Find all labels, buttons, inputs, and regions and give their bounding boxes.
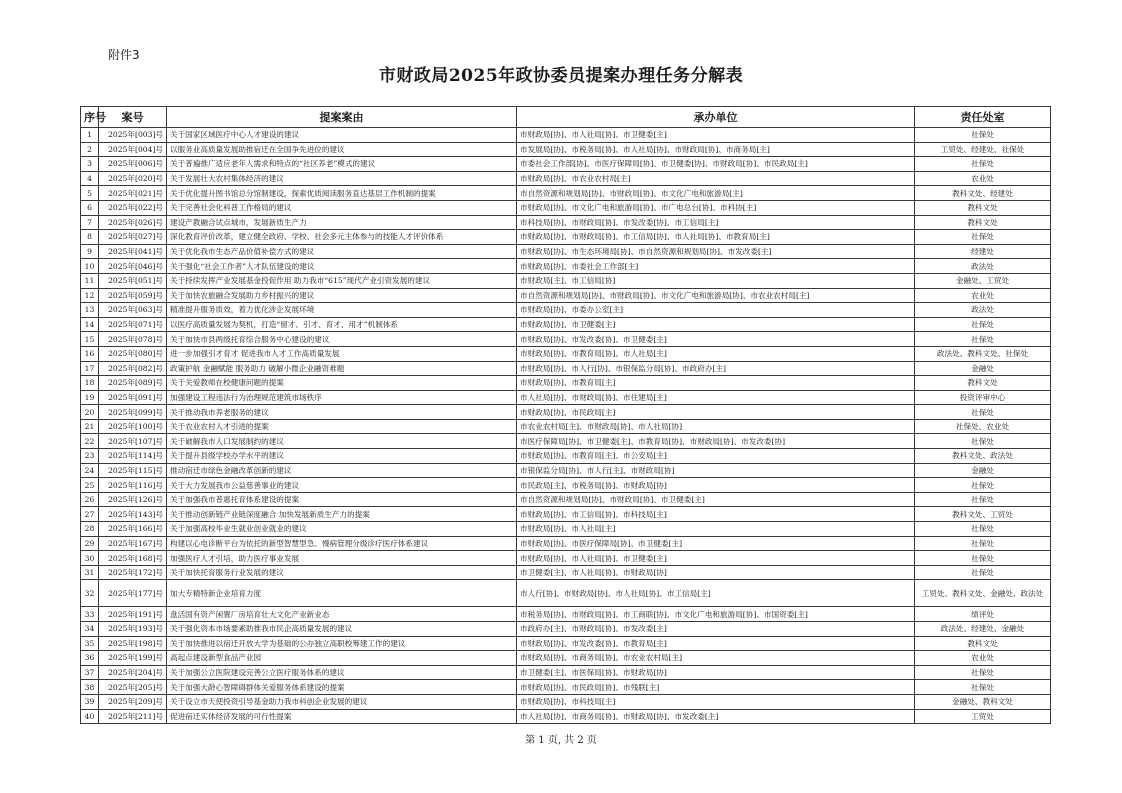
table-row [81, 665, 1051, 680]
table-row [81, 128, 1051, 143]
cell-case-number: 2025年[082]号 [99, 361, 167, 376]
table-row [81, 273, 1051, 288]
cell-serial: 23 [81, 449, 99, 464]
cell-handling-units: 市卫健委[主]、市医保局[协]、市财政局[协] [517, 665, 915, 680]
table-row [81, 507, 1051, 522]
cell-proposal-subject: 构建以心电诊断平台为依托的新型智慧型急、慢病管理分级诊疗医疗体系建议 [167, 536, 517, 551]
cell-handling-units: 市民政局[主]、市税务局[协]、市财政局[协] [517, 478, 915, 493]
cell-handling-units: 市财政局[协]、市商务局[协]、市农业农村局[主] [517, 651, 915, 666]
cell-serial: 21 [81, 419, 99, 434]
cell-responsible-division: 教科文处 [915, 215, 1051, 230]
cell-responsible-division: 教科文处 [915, 200, 1051, 215]
cell-proposal-subject: 关于农业农村人才引进的提案 [167, 419, 517, 434]
cell-responsible-division: 社保处 [915, 665, 1051, 680]
page-title: 市财政局2025年政协委员提案办理任务分解表 [378, 66, 744, 86]
cell-proposal-subject: 关于关爱教师在校健康问题的提案 [167, 376, 517, 391]
cell-case-number: 2025年[191]号 [99, 607, 167, 622]
cell-responsible-division: 绩评处 [915, 607, 1051, 622]
cell-responsible-division: 经建处 [915, 244, 1051, 259]
table-body [81, 128, 1051, 724]
header-handling-units: 承办单位 [517, 107, 915, 128]
cell-handling-units: 市农业农村局[主]、市财政局[协]、市人社局[协] [517, 419, 915, 434]
cell-responsible-division: 社保处、农业处 [915, 419, 1051, 434]
cell-proposal-subject: 关于优化我市生态产品价值补偿方式的建议 [167, 244, 517, 259]
cell-serial: 40 [81, 709, 99, 724]
cell-case-number: 2025年[199]号 [99, 651, 167, 666]
cell-serial: 26 [81, 492, 99, 507]
cell-responsible-division: 投资评审中心 [915, 390, 1051, 405]
cell-case-number: 2025年[114]号 [99, 449, 167, 464]
table-row [81, 551, 1051, 566]
cell-handling-units: 市自然资源和规划局[协]、市财政局[协]、市文化广电和旅游局[主] [517, 186, 915, 201]
table-row [81, 607, 1051, 622]
header-case-number: 案号 [99, 107, 167, 128]
cell-serial: 22 [81, 434, 99, 449]
attachment-label: 附件3 [108, 48, 140, 62]
cell-responsible-division: 社保处 [915, 492, 1051, 507]
cell-handling-units: 市科技局[协]、市财政局[协]、市发改委[协]、市工信局[主] [517, 215, 915, 230]
table-row [81, 171, 1051, 186]
cell-case-number: 2025年[193]号 [99, 622, 167, 637]
cell-case-number: 2025年[021]号 [99, 186, 167, 201]
table-row [81, 230, 1051, 245]
cell-proposal-subject: 关于加快市县两级托育综合服务中心建设的建议 [167, 332, 517, 347]
table-row [81, 680, 1051, 695]
cell-responsible-division: 社保处 [915, 478, 1051, 493]
page-number: 第 1 页, 共 2 页 [525, 735, 597, 746]
cell-serial: 14 [81, 317, 99, 332]
cell-responsible-division: 社保处 [915, 565, 1051, 580]
cell-serial: 10 [81, 259, 99, 274]
table-row [81, 636, 1051, 651]
cell-proposal-subject: 以服务业高质量发展助推宿迁在全国争先进位的建议 [167, 142, 517, 157]
cell-case-number: 2025年[059]号 [99, 288, 167, 303]
cell-responsible-division: 教科文处、政法处 [915, 449, 1051, 464]
cell-serial: 3 [81, 157, 99, 172]
cell-proposal-subject: 关于加强我市普惠托育体系建设的提案 [167, 492, 517, 507]
table-row [81, 419, 1051, 434]
table-row [81, 317, 1051, 332]
cell-proposal-subject: 关于推动创新链产业链深度融合 加快发展新质生产力的提案 [167, 507, 517, 522]
table-row [81, 244, 1051, 259]
cell-proposal-subject: 精准提升服务质效，着力优化涉企发展环境 [167, 303, 517, 318]
cell-handling-units: 市财政局[协]、市人社局[主] [517, 522, 915, 537]
cell-serial: 33 [81, 607, 99, 622]
cell-responsible-division: 政法处、经建处、金融处 [915, 622, 1051, 637]
cell-handling-units: 市税务局[协]、市财政局[协]、市工商联[协]、市文化广电和旅游局[协]、市国资委[主] [517, 607, 915, 622]
cell-responsible-division: 金融处、教科文处 [915, 694, 1051, 709]
cell-proposal-subject: 盘活国有资产闲置厂房培育壮大文化产业新业态 [167, 607, 517, 622]
cell-case-number: 2025年[046]号 [99, 259, 167, 274]
table-row [81, 361, 1051, 376]
cell-responsible-division: 社保处 [915, 128, 1051, 143]
cell-serial: 2 [81, 142, 99, 157]
cell-proposal-subject: 关于加强高校毕业生就业创业就业的建议 [167, 522, 517, 537]
cell-proposal-subject: 关于提升县级学校办学水平的建议 [167, 449, 517, 464]
cell-proposal-subject: 关于推动我市养老服务的建议 [167, 405, 517, 420]
cell-serial: 6 [81, 200, 99, 215]
cell-serial: 18 [81, 376, 99, 391]
header-responsible-division: 责任处室 [915, 107, 1051, 128]
cell-responsible-division: 教科文处 [915, 376, 1051, 391]
cell-proposal-subject: 深化教育评价改革，建立健全政府、学校、社会多元主体参与的技能人才评价体系 [167, 230, 517, 245]
cell-serial: 35 [81, 636, 99, 651]
cell-proposal-subject: 关于加强大龄心智障碍群体关爱服务体系建设的提案 [167, 680, 517, 695]
cell-proposal-subject: 关于破解我市人口发展制约的建议 [167, 434, 517, 449]
cell-serial: 8 [81, 230, 99, 245]
cell-responsible-division: 工贸处 [915, 709, 1051, 724]
cell-serial: 25 [81, 478, 99, 493]
table-row [81, 622, 1051, 637]
cell-handling-units: 市财政局[协]、市教育局[主] [517, 376, 915, 391]
cell-proposal-subject: 关于发展壮大农村集体经济的建议 [167, 171, 517, 186]
table-row [81, 651, 1051, 666]
table-row [81, 390, 1051, 405]
table-row [81, 346, 1051, 361]
cell-responsible-division: 社保处 [915, 551, 1051, 566]
cell-proposal-subject: 加强医疗人才引培，助力医疗事业发展 [167, 551, 517, 566]
cell-responsible-division: 教科文处 [915, 636, 1051, 651]
cell-responsible-division: 教科文处、经建处 [915, 186, 1051, 201]
cell-case-number: 2025年[020]号 [99, 171, 167, 186]
cell-serial: 16 [81, 346, 99, 361]
cell-responsible-division: 教科文处、工贸处 [915, 507, 1051, 522]
table-row [81, 142, 1051, 157]
cell-responsible-division: 社保处 [915, 522, 1051, 537]
header-proposal-subject: 提案案由 [167, 107, 517, 128]
cell-serial: 30 [81, 551, 99, 566]
cell-serial: 19 [81, 390, 99, 405]
cell-serial: 15 [81, 332, 99, 347]
table-row [81, 186, 1051, 201]
cell-proposal-subject: 关于设立市天使投资引导基金助力我市科创企业发展的建议 [167, 694, 517, 709]
table-row [81, 694, 1051, 709]
cell-proposal-subject: 进一步加强引才育才 促进我市人才工作高质量发展 [167, 346, 517, 361]
cell-proposal-subject: 加强建设工程违法行为治理规范建筑市场秩序 [167, 390, 517, 405]
table-row [81, 478, 1051, 493]
cell-case-number: 2025年[204]号 [99, 665, 167, 680]
cell-handling-units: 市财政局[协]、市民政局[协]、市残联[主] [517, 680, 915, 695]
cell-case-number: 2025年[027]号 [99, 230, 167, 245]
cell-serial: 7 [81, 215, 99, 230]
cell-responsible-division: 社保处 [915, 680, 1051, 695]
cell-serial: 17 [81, 361, 99, 376]
cell-proposal-subject: 关于强化资本市场要素助推我市民企高质量发展的建议 [167, 622, 517, 637]
table-row [81, 332, 1051, 347]
cell-proposal-subject: 关于加快托育服务行业发展的建议 [167, 565, 517, 580]
cell-serial: 36 [81, 651, 99, 666]
cell-handling-units: 市财政局[协]、市人社局[协]、市卫健委[主] [517, 551, 915, 566]
cell-case-number: 2025年[022]号 [99, 200, 167, 215]
cell-handling-units: 市自然资源和规划局[协]、市财政局[协]、市文化广电和旅游局[协]、市农业农村局[主] [517, 288, 915, 303]
cell-handling-units: 市财政局[协]、市教育局[协]、市人社局[主] [517, 346, 915, 361]
cell-handling-units: 市财政局[协]、市卫健委[主] [517, 317, 915, 332]
cell-handling-units: 市财政局[协]、市民政局[主] [517, 405, 915, 420]
cell-case-number: 2025年[107]号 [99, 434, 167, 449]
cell-proposal-subject: 促进宿迁实体经济发展的可行性提案 [167, 709, 517, 724]
cell-responsible-division: 农业处 [915, 171, 1051, 186]
cell-handling-units: 市自然资源和规划局[协]、市财政局[协]、市卫健委[主] [517, 492, 915, 507]
cell-serial: 39 [81, 694, 99, 709]
table-row [81, 303, 1051, 318]
cell-handling-units: 市财政局[协]、市科技局[主] [517, 694, 915, 709]
cell-handling-units: 市医疗保障局[协]、市卫健委[主]、市教育局[协]、市财政局[协]、市发改委[协] [517, 434, 915, 449]
cell-handling-units: 市人社局[协]、市财政局[协]、市住建局[主] [517, 390, 915, 405]
cell-case-number: 2025年[071]号 [99, 317, 167, 332]
cell-handling-units: 市财政局[协]、市委办公室[主] [517, 303, 915, 318]
cell-serial: 20 [81, 405, 99, 420]
cell-proposal-subject: 关于加快推进以宿迁开放大学为基础的公办独立高职校筹建工作的建议 [167, 636, 517, 651]
cell-handling-units: 市财政局[协]、市人行[协]、市银保监分局[协]、市政府办[主] [517, 361, 915, 376]
cell-serial: 13 [81, 303, 99, 318]
table-header-row [81, 107, 1051, 128]
cell-responsible-division: 政法处 [915, 259, 1051, 274]
cell-case-number: 2025年[205]号 [99, 680, 167, 695]
cell-proposal-subject: 关于加强公立医院建设完善公立医疗服务体系的建议 [167, 665, 517, 680]
cell-handling-units: 市财政局[协]、市农业农村局[主] [517, 171, 915, 186]
cell-case-number: 2025年[166]号 [99, 522, 167, 537]
cell-proposal-subject: 以医疗高质量发展为契机，打造“留才、引才、育才、用才”机制体系 [167, 317, 517, 332]
cell-serial: 37 [81, 665, 99, 680]
cell-case-number: 2025年[167]号 [99, 536, 167, 551]
cell-responsible-division: 农业处 [915, 288, 1051, 303]
cell-case-number: 2025年[211]号 [99, 709, 167, 724]
cell-case-number: 2025年[168]号 [99, 551, 167, 566]
cell-serial: 27 [81, 507, 99, 522]
cell-serial: 38 [81, 680, 99, 695]
table-row [81, 449, 1051, 464]
cell-responsible-division: 社保处 [915, 332, 1051, 347]
cell-handling-units: 市财政局[协]、市财政局[协]、市工信局[协]、市人社局[协]、市教育局[主] [517, 230, 915, 245]
table-row [81, 565, 1051, 580]
cell-serial: 28 [81, 522, 99, 537]
table-row [81, 492, 1051, 507]
cell-case-number: 2025年[115]号 [99, 463, 167, 478]
cell-responsible-division: 社保处 [915, 317, 1051, 332]
cell-proposal-subject: 关于普遍推广适应老年人需求和特点的“社区养老”模式的建议 [167, 157, 517, 172]
cell-handling-units: 市财政局[主]、市工信局[协] [517, 273, 915, 288]
proposal-task-table [80, 106, 1051, 724]
cell-serial: 32 [81, 580, 99, 607]
cell-serial: 4 [81, 171, 99, 186]
table-row [81, 709, 1051, 724]
cell-handling-units: 市财政局[协]、市医疗保障局[协]、市卫健委[主] [517, 536, 915, 551]
table-row [81, 376, 1051, 391]
cell-handling-units: 市发展局[协]、市税务局[协]、市人社局[协]、市财政局[协]、市商务局[主] [517, 142, 915, 157]
cell-serial: 5 [81, 186, 99, 201]
cell-case-number: 2025年[209]号 [99, 694, 167, 709]
table-row [81, 259, 1051, 274]
cell-proposal-subject: 建设产教融合试点城市，发展新质生产力 [167, 215, 517, 230]
cell-handling-units: 市财政局[协]、市生态环境局[协]、市自然资源和规划局[协]、市发改委[主] [517, 244, 915, 259]
cell-proposal-subject: 高起点建设新型食品产业园 [167, 651, 517, 666]
cell-case-number: 2025年[080]号 [99, 346, 167, 361]
cell-handling-units: 市政府办[主]、市财政局[协]、市发改委[主] [517, 622, 915, 637]
cell-handling-units: 市人社局[协]、市商务局[协]、市财政局[协]、市发改委[主] [517, 709, 915, 724]
cell-proposal-subject: 关于加快农旅融合发展助力乡村振兴的建议 [167, 288, 517, 303]
cell-case-number: 2025年[078]号 [99, 332, 167, 347]
cell-responsible-division: 社保处 [915, 405, 1051, 420]
table-row [81, 434, 1051, 449]
cell-handling-units: 市财政局[协]、市人社局[协]、市卫健委[主] [517, 128, 915, 143]
cell-handling-units: 市委社会工作部[协]、市医疗保障局[协]、市卫健委[协]、市财政局[协]、市民政局[主] [517, 157, 915, 172]
cell-responsible-division: 金融处 [915, 463, 1051, 478]
cell-handling-units: 市人行[协]、市财政局[协]、市人社局[协]、市工信局[主] [517, 580, 915, 607]
cell-handling-units: 市财政局[协]、市发改委[协]、市教育局[主] [517, 636, 915, 651]
cell-serial: 12 [81, 288, 99, 303]
table-row [81, 200, 1051, 215]
cell-case-number: 2025年[006]号 [99, 157, 167, 172]
cell-proposal-subject: 关于优化提升图书馆总分馆制建设，探索优质阅读服务直达基层工作机制的提案 [167, 186, 517, 201]
cell-responsible-division: 金融处、工贸处 [915, 273, 1051, 288]
cell-case-number: 2025年[063]号 [99, 303, 167, 318]
table-row [81, 580, 1051, 607]
table-row [81, 405, 1051, 420]
cell-responsible-division: 政法处、教科文处、社保处 [915, 346, 1051, 361]
cell-serial: 29 [81, 536, 99, 551]
cell-handling-units: 市卫健委[主]、市人社局[协]、市财政局[协] [517, 565, 915, 580]
cell-case-number: 2025年[041]号 [99, 244, 167, 259]
table-row [81, 536, 1051, 551]
cell-case-number: 2025年[198]号 [99, 636, 167, 651]
cell-serial: 31 [81, 565, 99, 580]
table-row [81, 215, 1051, 230]
cell-proposal-subject: 关于国家区域医疗中心人才建设的建议 [167, 128, 517, 143]
cell-case-number: 2025年[126]号 [99, 492, 167, 507]
table-row [81, 522, 1051, 537]
cell-case-number: 2025年[051]号 [99, 273, 167, 288]
cell-case-number: 2025年[004]号 [99, 142, 167, 157]
cell-case-number: 2025年[003]号 [99, 128, 167, 143]
cell-responsible-division: 社保处 [915, 157, 1051, 172]
cell-case-number: 2025年[026]号 [99, 215, 167, 230]
cell-proposal-subject: 关于完善社会化科普工作格局的建议 [167, 200, 517, 215]
cell-proposal-subject: 关于持续发挥产业发展基金投促作用 助力我市“615”现代产业引资发展的建议 [167, 273, 517, 288]
cell-serial: 1 [81, 128, 99, 143]
table-row [81, 288, 1051, 303]
cell-responsible-division: 社保处 [915, 536, 1051, 551]
cell-responsible-division: 农业处 [915, 651, 1051, 666]
cell-serial: 24 [81, 463, 99, 478]
cell-case-number: 2025年[091]号 [99, 390, 167, 405]
cell-case-number: 2025年[172]号 [99, 565, 167, 580]
cell-responsible-division: 金融处 [915, 361, 1051, 376]
cell-case-number: 2025年[100]号 [99, 419, 167, 434]
cell-proposal-subject: 政策护航 金融赋能 服务助力 破解小微企业融资难题 [167, 361, 517, 376]
table-row [81, 463, 1051, 478]
cell-case-number: 2025年[099]号 [99, 405, 167, 420]
header-serial: 序号 [81, 107, 99, 128]
cell-case-number: 2025年[089]号 [99, 376, 167, 391]
cell-case-number: 2025年[116]号 [99, 478, 167, 493]
cell-case-number: 2025年[177]号 [99, 580, 167, 607]
cell-proposal-subject: 加大专精特新企业培育力度 [167, 580, 517, 607]
cell-serial: 34 [81, 622, 99, 637]
cell-proposal-subject: 关于大力发展我市公益慈善事业的建议 [167, 478, 517, 493]
cell-responsible-division: 政法处 [915, 303, 1051, 318]
cell-handling-units: 市财政局[协]、市工信局[协]、市科技局[主] [517, 507, 915, 522]
table-row [81, 157, 1051, 172]
cell-responsible-division: 社保处 [915, 434, 1051, 449]
cell-handling-units: 市财政局[协]、市教育局[主]、市公安局[主] [517, 449, 915, 464]
cell-handling-units: 市财政局[协]、市委社会工作部[主] [517, 259, 915, 274]
cell-proposal-subject: 推动宿迁市绿色金融改革创新的建议 [167, 463, 517, 478]
cell-handling-units: 市银保监分局[协]、市人行[主]、市财政局[协] [517, 463, 915, 478]
cell-responsible-division: 工贸处、经建处、社保处 [915, 142, 1051, 157]
cell-case-number: 2025年[143]号 [99, 507, 167, 522]
cell-handling-units: 市财政局[协]、市文化广电和旅游局[协]、市广电总台[协]、市科协[主] [517, 200, 915, 215]
cell-responsible-division: 社保处 [915, 230, 1051, 245]
cell-responsible-division: 工贸处、教科文处、金融处、政法处 [915, 580, 1051, 607]
cell-serial: 9 [81, 244, 99, 259]
cell-proposal-subject: 关于强化“社会工作者”人才队伍建设的建议 [167, 259, 517, 274]
cell-handling-units: 市财政局[协]、市发改委[协]、市卫健委[主] [517, 332, 915, 347]
cell-serial: 11 [81, 273, 99, 288]
